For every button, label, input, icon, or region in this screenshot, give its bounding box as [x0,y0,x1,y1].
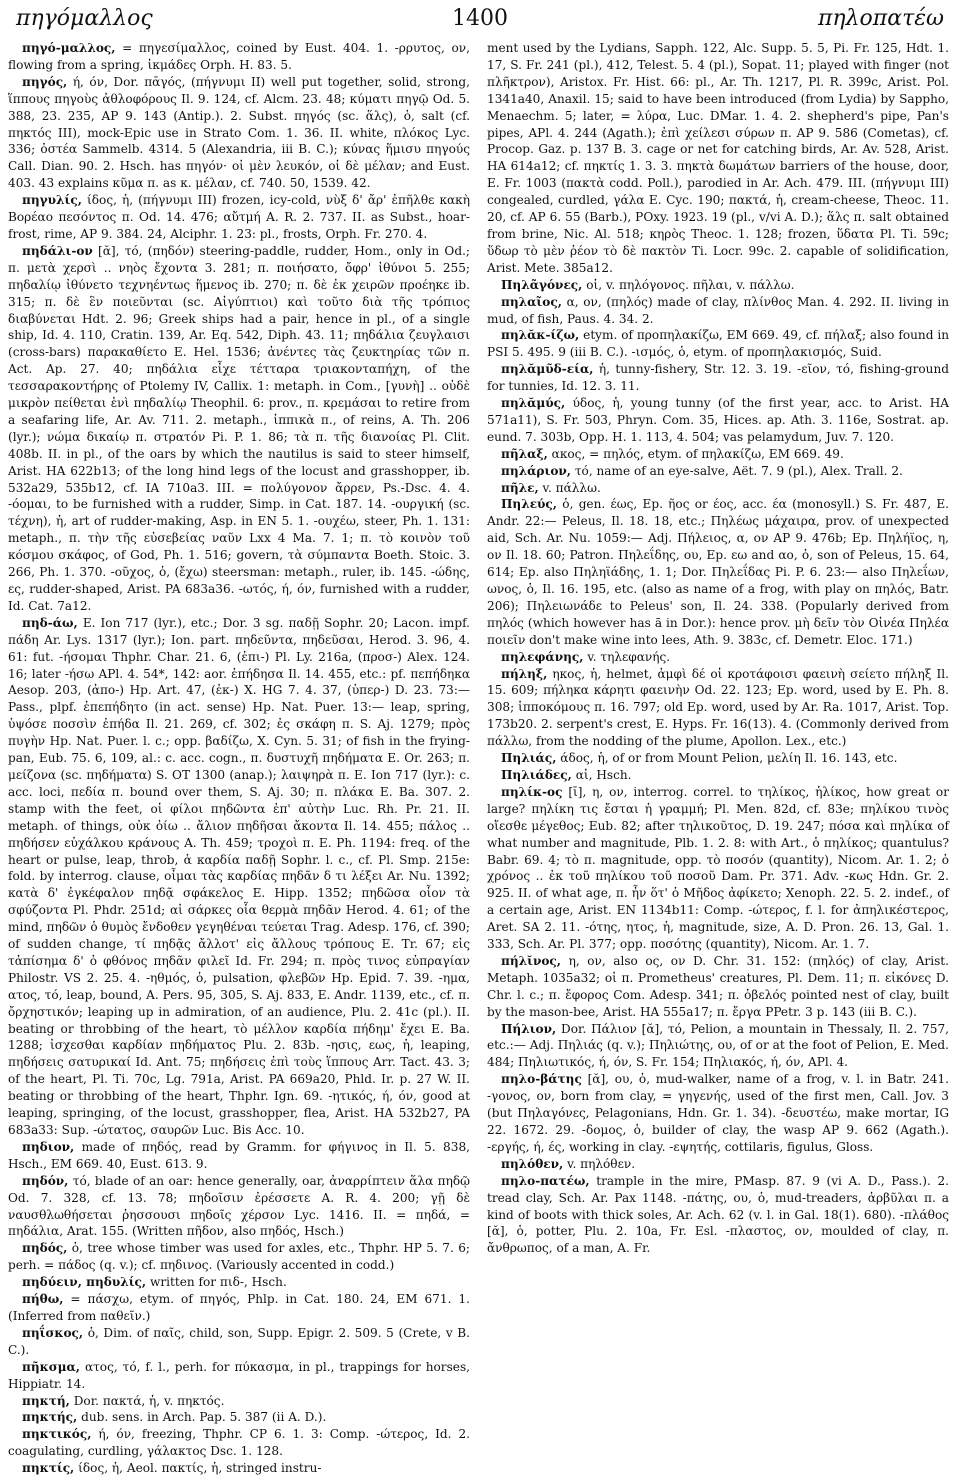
entry-headword: πηλο-πατέω, [501,1173,590,1188]
entry-body: η, ον, also ος, ον D. Chr. 31. 152: (πηλός) of clay, Arist. Metaph. 1035a32; οἱ π. Prometheus' creatures, Pl. Dem. 11; π. εἰκόνες D. Chr. l. c.; π. ἔφορος Com. Adesp. 341; π. ὁβελός pointed nest of clay, built by the mason-bee, Arist. HA 555a17; π. ἔργα PPetr. 3 p. 143 (iii B. C.). [487,953,949,1019]
dictionary-entry [487,480,949,497]
dictionary-entry [8,1359,470,1393]
entry-headword: πηλᾰμύς, [501,396,566,411]
entry-headword: Πηλιάδες, [501,767,572,782]
entry-headword: πηλάριον, [501,463,571,478]
entry-body: made of πηδός, read by Gramm. for φήγινος in Il. 5. 838, Hsch., EM 669. 40, Eust. 613. 9. [8,1139,470,1171]
dictionary-entry [8,1291,470,1325]
dictionary-entry [8,1393,470,1410]
dictionary-entry [487,1156,949,1173]
entry-body: αἱ, Hsch. [575,767,632,782]
entry-headword: πηδός, [22,1241,68,1256]
dictionary-entry [487,361,949,395]
entry-headword: πηλαῖος, [501,294,562,309]
dictionary-entry [8,243,470,615]
header-guide-word-right: πηλοπατέω [817,6,944,31]
entry-body: ίδος, ἡ, (πήγνυμι III) frozen, icy-cold, νὺξ δ' ἄρ' ἐπῆλθε κακὴ Βορέαο πεσόντος π. Od. 14. 476; αὔτμή A. R. 2. 737. II. as Subst., hoar-frost, rime, AP 9. 384. 24, Alciphr. 1. 23: pl., frosts, Orph. Fr. 270. 4. [8,193,470,241]
page-number: 1400 [452,6,508,31]
header-guide-word-left: πηγόμαλλος [16,6,153,31]
entry-body: [ῑ], η, ον, interrog. correl. to τηλίκος, ἡλίκος, how great or large? πηλίκη τις ἔσται ἡ γραμμή; Pl. Men. 82d, cf. 83e; πηλίκου τινὸς οἴεσθε μέγεθος; Eub. 82; after τηλικοῦτος, D. 19. 247; πόσα καὶ πηλίκα of what number and magnitude, Plb. 1. 2. 8: with Art., ὁ πηλίκος; quantulus? Babr. 69. 4; τὸ π. magnitude, opp. τὸ ποσόν (quantity), Nicom. Ar. 1. 2; ὁ χρόνος .. ἐκ τοῦ πηλίκου τοῦ ποσοῦ Dam. Pr. 371. Adv. -κως Hdn. Gr. 2. 925. II. of what age, π. ἦν ὅτ' ὁ Μῆδος ἀφίκετο; Xenoph. 22. 5. 2. indef., of a certain age, Arist. EN 1134b11: Comp. -ώτερος, f. l. for ἀπηλικέστερος, Aret. SA 2. 11. -ότης, ητος, ἡ, magnitude, size, A. D. Pron. 26. 13, Gal. 1. 333, Sch. Ar. Pl. 377; opp. ποσότης (quantity), Nicom. Ar. 1. 7. [487,784,949,952]
dictionary-entry [487,750,949,767]
entry-body: E. Ion 717 (lyr.), etc.; Dor. 3 sg. παδῇ Sophr. 20; Lacon. impf. πάδη Ar. Lys. 1317 (lyr.); Ion. part. πηδεῦντα, πηδεῦσαι, Herod. 3. 96, 4. 61: fut. -ήσομαι Thphr. Char. 21. 6, (ἐπι-) Pl. Ly. 216a, (προσ-) Alex. 124. 16; later -ήσω APl. 4. 54*, 142: aor. ἐπήδησα Il. 14. 455, etc.: pf. πεπήδηκα Aesop. 203, (ἀπο-) Hp. Art. 47, (ἐκ-) X. HG 7. 4. 37, (ὑπερ-) D. 23. 73:— Pass., plpf. ἐπεπήδητο (in act. sense) Hp. Nat. Puer. 13:— leap, spring, ὑψόσε ποσσὶν ἐπήδα Il. 21. 269, cf. 302; ἐς σκάφη π. S. Aj. 1279; πρὸς πυγὴν Hp. Nat. Puer. l. c.; opp. βαδίζω, X. Cyn. 5. 31; of fish in the frying-pan, Eub. 75. 6, 109, al.: c. acc. cogn., π. δυστυχῆ πηδήματα E. Or. 263; π. μείζονα (sc. πηδήματα) S. OT 1300 (anap.); λαιψηρὰ π. E. Ion 717 (lyr.): c. acc. loci, πεδία π. bound over them, S. Aj. 30; π. πλάκα E. Ba. 307. 2. stamp with the feet, οἱ φίλοι πηδῶντα ἐπ' αὐτὴν Luc. Rh. Pr. 21. II. metaph. of things, οὐκ ὀίω .. ἄλιον πηδῆσαι ἄκοντα Il. 14. 455; πάλος .. πηδήσεν εὐχάλκου κράνους A. Th. 459; τροχοὶ π. E. Ph. 1194: freq. of the heart or pulse, leap, throb, ἁ καρδία παδῇ Sophr. l. c., cf. Pl. Smp. 215e: fold. by interrog. clause, οἶμαι τὰς καρδίας πηδᾶν δ τι λέξει Ar. Nu. 1392; κατὰ δ' ἐγκέφαλον πηδᾷ σφάκελος E. Hipp. 1352; πηδῶσα οἷον τὰ σφύζοντα Pl. Phdr. 251d; αἱ σάρκες οἷα θερμὰ πηδᾶν Herod. 4. 61; of the mind, πηδῶν ὁ θυμὸς ἔνδοθεν γεγηθέναι τεύεται Trag. Adesp. 176, cf. 390; of sudden change, τί πηδᾷς ἄλλοτ' εἰς ἄλλους τρόπους E. Tr. 67; εἰς τἀπίσημα δ' ὁ φθόνος πηδᾶν φιλεῖ Id. Fr. 294; π. πρὸς τινος εὐπραγίαν Philostr. VS 2. 25. 4. -ηθμός, ὁ, pulsation, φλεβῶν Hp. Epid. 7. 39. -ημα, ατος, τό, leap, bound, A. Pers. 95, 305, S. Aj. 833, E. Andr. 1139, etc., cf. π. ὄρχηστικόν; leaping up in admiration, of an audience, Plu. 2. 41c (pl.). II. beating or throbbing of the heart, τὸ μέλλον καρδία πήδημ' ἔχει E. Ba. 1288; ἰσχεσθαι καρδίαν πηδήματος Plu. 2. 83b. -ησις, εως, ἡ, leaping, πηδήσεις σατυρικαί Id. Ant. 75; πηδήσεις ἐπὶ τοὺς ἵππους Arr. Tact. 43. 3; of the heart, Pl. Ti. 70c, Lg. 791a, Arist. PA 669a20, Phld. Ir. p. 27 W. II. beating or throbbing of the heart, Thphr. Ign. 69. -ητικός, ή, όν, good at leaping, springing, of the locust, grasshopper, flea, Arist. HA 532b27, PA 683a33: Sup. -ώτατος, σαυρῶν Luc. Bis Acc. 10. [8,615,470,1137]
dictionary-entry [8,74,470,192]
entry-headword: πηγυλίς, [22,193,82,208]
entry-body: ὁ, Dim. of παῖς, child, son, Supp. Epigr. 2. 509. 5 (Crete, v B. C.). [8,1325,470,1357]
entry-headword: πηλεφάνης, [501,649,584,664]
dictionary-entry [487,463,949,480]
dictionary-entry [487,1071,949,1156]
entry-body: ή, όν, Dor. πᾱγός, (πήγνυμι II) well put together, solid, strong, ἵππους πηγοὺς ἀθλοφόρους Il. 9. 124, cf. Alcm. 23. 48; κύματι πηγῷ Od. 5. 388, 23. 235, AP 9. 143 (Antip.). 2. Subst. πηγός (sc. ἅλς), ὁ, salt (cf. πηκτός III), mock-Epic use in Strato Com. 1. 36. II. white, πλόκος Lyc. 336; ὀστέα Sammelb. 4314. 5 (Alexandria, iii B. C.); κύνας ἥμισυ πηγούς Call. Dian. 90. 2. Hsch. has πηγόν· οἱ μὲν λευκόν, οἱ δὲ μέλαν; and Eust. 403. 43 explains κῦμα π. as κ. μέλαν, cf. 740. 50, 1539. 42. [8,74,470,191]
dictionary-entry [487,1173,949,1258]
entry-headword: πηλᾰμῦδ-εία, [501,362,594,377]
entry-headword: πήληξ, [501,666,548,681]
entry-body: ηκος, ἡ, helmet, ἀμφὶ δέ οἱ κροτάφοισι φαεινὴ σείετο πήληξ Il. 15. 609; πήληκα κάρητι φαεινὴν Od. 22. 123; Ep. word, used by E. Ph. 8. 308; ἱπποκόμους π. 16. 797; old Ep. word, used by Ar. Ra. 1017, Arist. Top. 173b20. 2. serpent's crest, E. Hyps. Fr. 16(13). 4. (Commonly derived from πάλλω, from the nodding of the plume, Apollon. Lex., etc.) [487,666,949,749]
entry-headword: Πήλιον, [501,1021,557,1036]
entry-body: = πάσχω, etym. of πηγός, Phlp. in Cat. 180. 24, EM 671. 1. (Inferred from παθεῖν.) [8,1292,470,1323]
entry-body: ύδος, ἡ, young tunny (of the first year, acc. to Arist. HA 571a11), S. Fr. 503, Phryn. Com. 35, Hices. ap. Ath. 3. 116e, Sostrat. ap. eund. 7. 303b, Opp. H. 1. 113, 4. 504; vas pelamydum, Juv. 7. 120. [487,396,949,444]
entry-headword: πηδ-άω, [22,615,78,630]
dictionary-entry [487,496,949,648]
right-column [487,40,949,1450]
entry-body: α, ον, (πηλός) made of clay, πλίνθος Man. 4. 292. II. living in mud, of fish, Paus. 4. 34. 2. [487,294,949,326]
entry-body: ή, όν, freezing, Thphr. CP 6. 1. 3: Comp. -ώτερος, Id. 2. coagulating, curdling, γάλακτος Dsc. 1. 128. [8,1427,470,1459]
entry-body: trample in the mire, PMasp. 87. 9 (vi A. D., Pass.). 2. tread clay, Sch. Ar. Pax 1148. -πάτης, ου, ὁ, mud-treaders, ἀρβῦλαι π. a kind of boots with thick soles, Ar. Ach. 62 (v. l. in Gal. 18(1). 680). -πλάθος [ᾰ], ὁ, potter, Plu. 2. 10a, Fr. Esl. -πλαστος, ον, moulded of clay, π. ἄνθρωπος, of a man, A. Fr. [487,1173,949,1256]
entry-headword: πηλο-βάτης [501,1072,582,1087]
dictionary-entry [487,666,949,751]
entry-headword: πηγός, [22,74,68,89]
dictionary-entry [487,294,949,328]
entry-body: ὁ, tree whose timber was used for axles, etc., Thphr. HP 5. 7. 6; perh. = πάδος (q. v.); cf. πηδινος. (Variously accented in codd.) [8,1241,470,1273]
entry-headword: πηλᾰκ-ίζω, [501,328,580,343]
entry-headword: πηγό-μαλλος, [22,41,116,55]
entry-body: v. πηλόθεν. [567,1156,636,1171]
entry-headword: πῆλαξ, [501,446,548,461]
page-header [16,6,944,36]
entry-body: ατος, τό, f. l., perh. for πύκασμα, in pl., trappings for horses, Hippiatr. 14. [8,1359,470,1391]
left-column [8,40,470,1476]
dictionary-entry [487,649,949,666]
entry-headword: πηκτής, [22,1410,78,1425]
entry-body: v. πάλλω. [542,480,601,495]
dictionary-entry [8,1240,470,1274]
dictionary-entry [8,1274,470,1291]
entry-body: τό, name of an eye-salve, Aët. 7. 9 (pl.), Alex. Trall. 2. [574,463,903,478]
entry-body: άδος, ἡ, of or from Mount Pelion, μελίη Il. 16. 143, etc. [560,751,898,766]
entry-headword: Πηλιάς, [501,751,557,766]
dictionary-entry [487,327,949,361]
dictionary-entry [8,1173,470,1241]
dictionary-entry [487,40,949,277]
entry-headword: πηκτικός, [22,1427,92,1442]
dictionary-entry [487,277,949,294]
entry-headword: Πηλᾶγόνες, [501,277,583,292]
dictionary-entry [487,1021,949,1072]
entry-body: ment used by the Lydians, Sapph. 122, Alc. Supp. 5. 5, Pi. Fr. 125, Hdt. 1. 17, S. Fr. 241 (pl.), 412, Telest. 5. 4 (pl.), Sopat. 11; played with finger (not πλῆκτρον), Aristox. Fr. Hist. 66: pl., Ar. Th. 1217, Pl. R. 399c, Arist. Pol. 1341a40, Anaxil. 15; said to have been introduced (from Lydia) by Sappho, Menaechm. 5; later, = λύρα, Luc. DMar. 1. 4. 2. shepherd's pipe, Pan's pipes, APl. 4. 244 (Agath.); ἐπὶ χείλεσι σύρων π. AP 9. 586 (Cometas), cf. Procop. Gaz. p. 137 B. 3. cage or net for catching birds, Ar. Av. 528, Arist. HA 614a12; cf. πηκτίς 1. 3. 3. πηκτὰ δωμάτων barriers of the house, door, E. Fr. 1003 (πακτὰ codd. Poll.), parodied in Ar. Ach. 479. III. (πήγνυμι III) congealed, curdled, γάλα E. Cyc. 190; πακτά, ἡ, cream-cheese, Theoc. 11. 20, cf. AP 6. 55 (Barb.), POxy. 1923. 19 (pl., v/vi A. D.); ἅλς π. salt obtained from brine, Nic. Al. 518; κηρὸς Theoc. 1. 128; frozen, ὕδατα Pl. Ti. 59c; ὕδωρ τὸ μὲν ῥέον τὸ δὲ πακτὸν Ti. Locr. 99c. 2. capable of solidification, Arist. Mete. 385a12. [487,41,949,275]
entry-body: dub. sens. in Arch. Pap. 5. 387 (ii A. D.). [81,1410,327,1425]
entry-body: Dor. Πάλιον [ᾰ], τό, Pelion, a mountain in Thessaly, Il. 2. 757, etc.:— Adj. Πηλιάς (q. v.); Πηλιώτης, ου, of or at the foot of Pelion, E. Med. 484; Πηλιωτικός, ή, όν, S. Fr. 154; Πηλιακός, ή, όν, APl. 4. [487,1021,949,1070]
entry-headword: πήθω, [22,1292,64,1307]
entry-body: ὁ, gen. έως, Ep. ῆος or έος, acc. έα (monosyll.) S. Fr. 487, E. Andr. 22:— Peleus, Il. 18. 18, etc.; Πηλέως μάχαιρα, prov. of unexpected aid, Sch. Ar. Nu. 1059:— Adj. Πήλειος, α, ον AP 9. 476b; Ep. Πηλήϊος, η, ον Il. 18. 60; Patron. Πηλεΐδης, ου, Ep. εω and αο, ὁ, son of Peleus, 15. 64, 614; Ep. also Πηληϊάδης, 1. 1; Dor. Πηλεΐδας Pi. P. 6. 23:— also Πηλεΐων, ωνος, ὁ, Il. 16. 195, etc. (also as name of a frog, with play on πηλός, Batr. 206); Πηλειωνάδε to Peleus' son, Il. 24. 338. (Popularly derived from πηλός (which however has ā in Dor.): hence prov. μὴ δεῖν τὸν Οἰνέα Πηλέα ποιεῖν don't make wine into lees, Ath. 9. 383c, cf. Demetr. Eloc. 171.) [487,497,949,647]
dictionary-entry [8,40,470,74]
entry-body: written for πιδ-, Hsch. [150,1275,287,1290]
entry-body: [ᾰ], ου, ὁ, mud-walker, name of a frog, v. l. in Batr. 241. -γονος, ον, born from clay, = γηγενής, used of the first men, Call. Jov. 3 (but Πηλαγόνες, Pelagonians, Hdn. Gr. 1. 34). -δευστέω, make mortar, IG 22. 1672. 29. -δομος, ὁ, builder of clay, the wasp AP 9. 662 (Agath.). -εργής, ή, ές, working in clay. -εψητής, cottilaris, figulus, Gloss. [487,1072,949,1154]
dictionary-entry [8,615,470,1139]
entry-headword: πηδάλι-ον [22,243,93,258]
entry-headword: πηκτή, [22,1393,70,1408]
entry-body: v. τηλεφανής. [587,649,671,664]
entry-headword: Πηλεύς, [501,497,558,512]
dictionary-entry [8,1426,470,1460]
dictionary-entry [487,784,949,953]
entry-headword: πῆλε, [501,480,539,495]
entry-body: etym. of προπηλακίζω, EM 669. 49, cf. πήλαξ; also found in PSI 5. 495. 9 (iii B. C.). -ισμός, ὁ, etym. of προπηλακισμός, Suid. [487,328,949,360]
entry-headword: πηδιον, [22,1139,75,1154]
entry-headword: πήλῐνος, [501,953,562,968]
entry-headword: πηλόθεν, [501,1156,564,1171]
entry-headword: πηδύειν, πηδυλίς, [22,1275,147,1290]
entry-body: ακος, = πηλός, etym. of πηλακίζω, EM 669. 49. [551,446,844,461]
dictionary-entry [8,1139,470,1173]
entry-headword: πηλίκ-ος [501,784,563,799]
entry-body: [ᾰ], τό, (πηδόν) steering-paddle, rudder, Hom., only in Od.; π. μετὰ χερσὶ .. νηὸς ἔχοντα 3. 281; π. ποιήσατο, ὄφρ' ἰθύνοι 5. 255; πηδαλίῳ ἰθύνετο τεχνηέντως ἥμενος ib. 270; π. δὲ ἐκ χειρῶν προέηκε ib. 315; π. δὲ ἓν ποιεῦνται (sc. Αἰγύπτιοι) καὶ τοῦτο διὰ τῆς τρόπιος διαβύνεται Hdt. 2. 96; Greek ships had a pair, hence in pl., of a single ship, Id. 4. 110, Cratin. 139, Ar. Eq. 542, Diph. 43. 11; πηδάλια ζευγλαισι (cross-bars) παρακαθίετο E. Hel. 1536; ἀνέντες τὰς ζευκτηρίας τῶν π. Act. Ap. 27. 40; πηδάλια εἶχε τέτταρα τριακονταπήχη, of the τεσσαρακοντήρης of Ptolemy IV, Callix. 1: metaph. in Com., [γυνὴ] .. οὐδὲ μικρὸν πείθεται ἑνὶ πηδαλίῳ Theophil. 6: prov., π. κρεμάσαι to retire from a seafaring life, Ar. Av. 711. 2. metaph., ἱππικὰ π., of reins, A. Th. 206 (lyr.); νώμα δικαίῳ π. στρατόν Pi. P. 1. 86; τὰ π. τῆς διανοίας Pl. Clit. 408b. II. in pl., of the oars by which the nautilus is said to steer himself, Arist. HA 622b13; of the long hind legs of the locust and grasshopper, ib. 532a29, 535b12, cf. IA 710a3. III. = πολύγονον ἄρρεν, Ps.-Dsc. 4. 4. -όομαι, to be furnished with a rudder, Simp. in Cat. 187. 14. -ουργική (sc. τέχνη), ἡ, art of rudder-making, Asp. in EN 5. 1. -ουχέω, steer, Ph. 1. 131: metaph., π. τὴν τῆς εὐσεβείας ναῦν Lxx 4 Ma. 7. 1; π. τὸ κοινὸν τοῦ κόσμου σκάφος, of God, Ph. 1. 516; govern, τὰ σύμπαντα Boeth. Stoic. 3. 266, Ph. 1. 370. -οῦχος, ὁ, (ἔχω) steersman: metaph., ruler, ib. 145. -ώδης, ες, rudder-shaped, Arist. PA 683a36. -ωτός, ή, όν, furnished with a rudder, Id. Cat. 7a12. [8,243,470,613]
entry-body: ἡ, tunny-fishery, Str. 12. 3. 19. -εῖον, τό, fishing-ground for tunnies, Id. 12. 3. 11. [487,362,949,394]
dictionary-entry [487,953,949,1021]
entry-body: οἱ, v. πηλόγονος. πῆλαι, v. πάλλω. [586,277,795,292]
entry-body: Dor. πακτά, ἡ, v. πηκτός. [73,1393,225,1408]
dictionary-entry [8,1325,470,1359]
entry-headword: πηδόν, [22,1173,69,1188]
entry-headword: πηΐσκος, [22,1325,84,1340]
dictionary-entry [8,1409,470,1426]
dictionary-entry [487,446,949,463]
entry-body: = πηγεσίμαλλος, coined by Eust. 404. 1. -ρρυτος, ον, flowing from a spring, ἰκμάδες Orph. H. 83. 5. [8,41,470,72]
entry-body: ίδος, ἡ, Aeol. πακτίς, ἡ, stringed instru- [78,1461,322,1476]
entry-body: τό, blade of an oar: hence generally, oar, ἀναρρίπτειν ἅλα πηδῷ Od. 7. 328, cf. 13. 78; πηδοῖσιν ἐρέσσετε A. R. 4. 200; γῇ δὲ ναυσθλωθήσεται ῥησσουσι πηδοῖς χέρσον Lyc. 1416. II. = πηδά, = πηδάλια, Arat. 155. (Written πῆδον, also πηδός, Hsch.) [8,1173,470,1239]
dictionary-entry [487,395,949,446]
entry-headword: πηκτίς, [22,1461,75,1476]
dictionary-entry [487,767,949,784]
dictionary-entry [8,192,470,243]
entry-headword: πῆκσμα, [22,1359,80,1374]
dictionary-entry [8,1460,470,1477]
